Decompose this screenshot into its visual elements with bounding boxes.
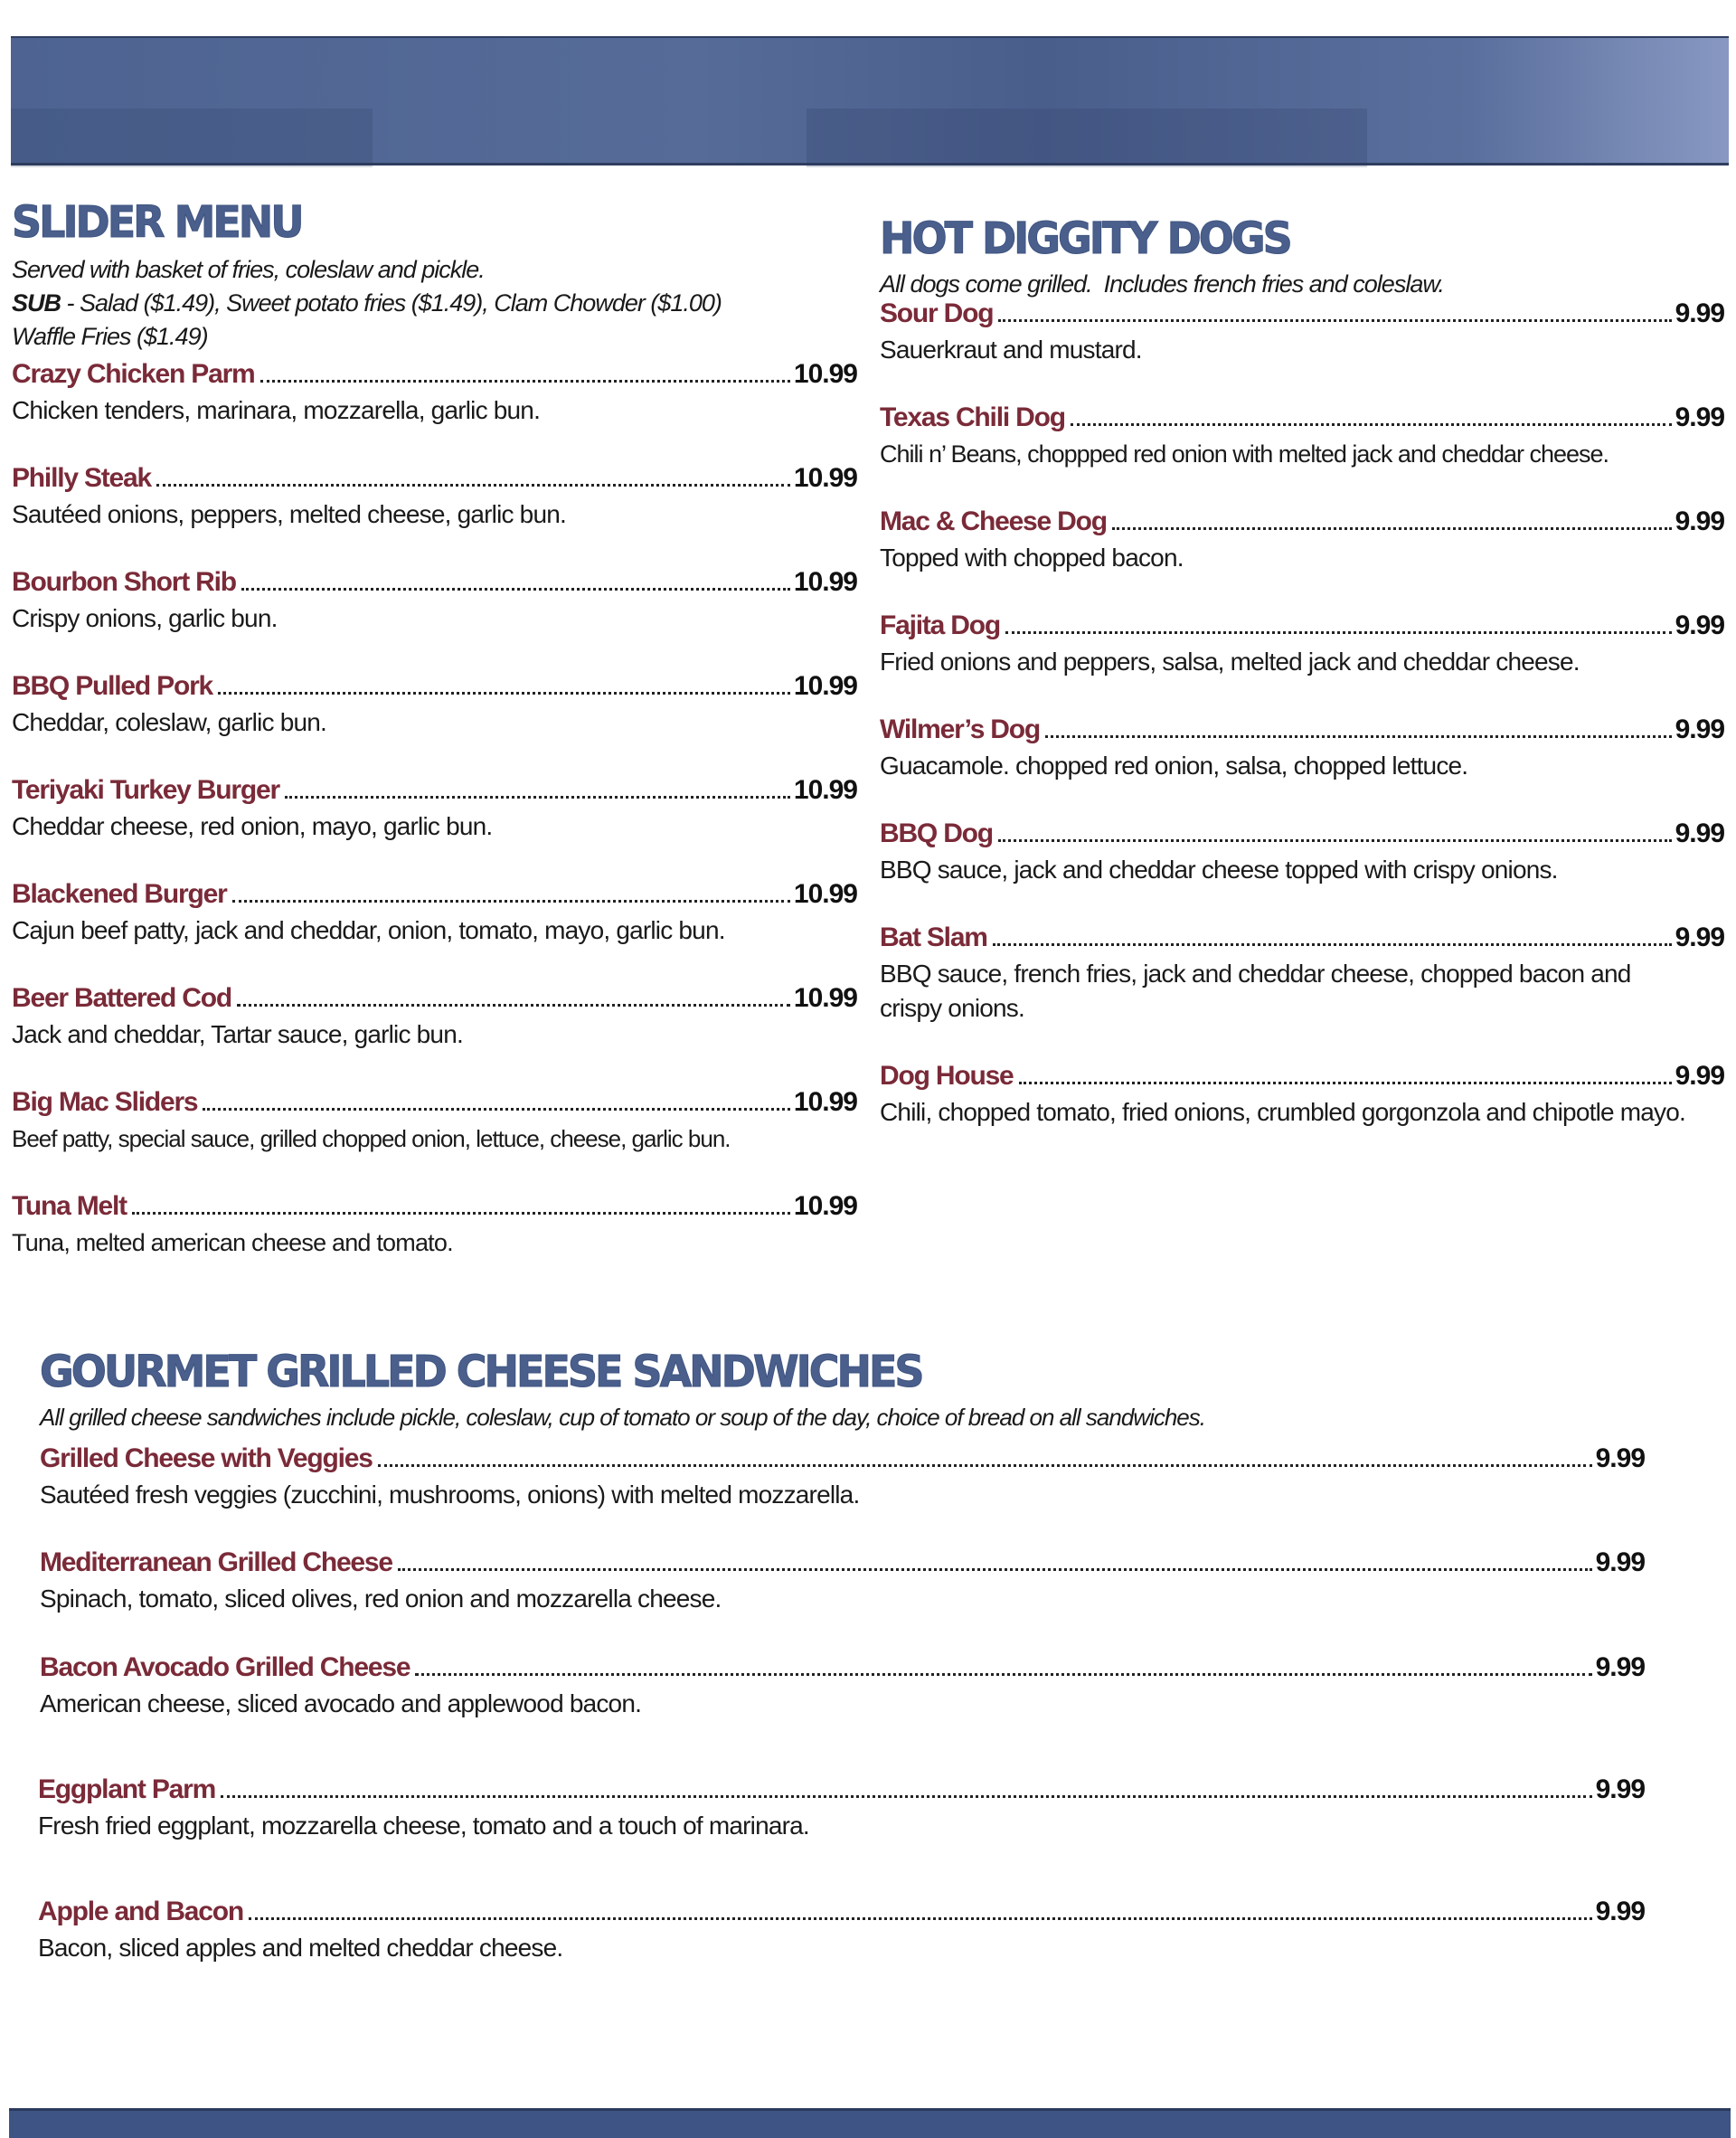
section-note	[12, 253, 857, 354]
item-name: Sour Dog	[880, 298, 994, 328]
dot-leader	[415, 1673, 1591, 1676]
dot-leader	[998, 839, 1672, 842]
menu-item	[12, 1191, 857, 1260]
item-description: Spinach, tomato, sliced olives, red onion and mozzarella cheese.	[40, 1585, 722, 1613]
item-name: Mediterranean Grilled Cheese	[40, 1547, 392, 1577]
section-title: SLIDER MENU	[12, 195, 302, 248]
item-name: Blackened Burger	[12, 879, 227, 909]
dot-leader	[232, 900, 790, 903]
dot-leader	[203, 1108, 790, 1111]
menu-item	[880, 506, 1724, 575]
item-price: 10.99	[793, 671, 857, 701]
dot-leader	[241, 588, 790, 591]
dot-leader	[993, 943, 1672, 946]
menu-item	[12, 359, 857, 428]
item-description: Sautéed onions, peppers, melted cheese, garlic bun.	[12, 500, 566, 528]
menu-item	[12, 775, 857, 844]
item-name: BBQ Pulled Pork	[12, 671, 213, 701]
item-description: Cajun beef patty, jack and cheddar, onion, tomato, mayo, garlic bun.	[12, 916, 725, 944]
item-price: 10.99	[793, 1087, 857, 1117]
item-price: 10.99	[793, 1191, 857, 1221]
dot-leader	[260, 380, 790, 383]
item-price: 9.99	[1675, 402, 1724, 432]
item-name: Beer Battered Cod	[12, 983, 231, 1013]
sub-note	[12, 287, 857, 320]
sub-label: SUB	[12, 289, 61, 317]
banner-shadow	[807, 109, 1367, 167]
dot-leader	[998, 319, 1671, 322]
item-description: Bacon, sliced apples and melted cheddar cheese.	[38, 1934, 563, 1962]
menu-item	[880, 298, 1724, 367]
item-price: 9.99	[1675, 714, 1724, 744]
item-price: 10.99	[793, 359, 857, 389]
item-price: 9.99	[1675, 922, 1724, 952]
dot-leader	[218, 692, 790, 695]
item-name: Teriyaki Turkey Burger	[12, 775, 279, 805]
item-price: 10.99	[793, 463, 857, 493]
item-price: 9.99	[1595, 1547, 1645, 1577]
item-name: Tuna Melt	[12, 1191, 127, 1221]
menu-item	[12, 671, 857, 740]
dot-leader	[1045, 735, 1672, 738]
banner-shadow	[11, 109, 373, 167]
item-description: Crispy onions, garlic bun.	[12, 604, 278, 632]
dot-leader	[285, 796, 790, 799]
item-price: 10.99	[793, 879, 857, 909]
item-name: BBQ Dog	[880, 818, 993, 848]
slider-menu-section	[12, 195, 857, 1268]
section-title: GOURMET GRILLED CHEESE SANDWICHES	[40, 1345, 922, 1397]
menu-item	[12, 567, 857, 636]
section-note: All dogs come grilled. Includes french fries and coleslaw.	[880, 270, 1444, 298]
item-description: Fresh fried eggplant, mozzarella cheese, tomato and a touch of marinara.	[38, 1812, 809, 1840]
item-description: Tuna, melted american cheese and tomato.	[12, 1229, 453, 1256]
item-name: Wilmer’s Dog	[880, 714, 1041, 744]
menu-item	[12, 983, 857, 1052]
item-price: 9.99	[1595, 1443, 1645, 1473]
dot-leader	[221, 1795, 1592, 1798]
item-name: Bat Slam	[880, 922, 987, 952]
item-name: Apple and Bacon	[38, 1897, 244, 1926]
note-line: Waffle Fries ($1.49)	[12, 323, 208, 350]
item-description: Sauerkraut and mustard.	[880, 336, 1142, 364]
note-line: Served with basket of fries, coleslaw and pickle.	[12, 256, 485, 283]
item-price: 9.99	[1675, 298, 1724, 328]
menu-item	[12, 1087, 857, 1156]
top-banner	[11, 36, 1729, 166]
menu-item	[12, 879, 857, 948]
item-name: Bourbon Short Rib	[12, 567, 236, 597]
menu-item	[12, 463, 857, 532]
item-name: Philly Steak	[12, 463, 152, 493]
item-description: BBQ sauce, french fries, jack and cheddar cheese, chopped bacon and crispy onions.	[880, 960, 1631, 1022]
section-title: HOT DIGGITY DOGS	[880, 212, 1290, 264]
item-description: Topped with chopped bacon.	[880, 544, 1184, 572]
menu-item	[880, 1061, 1724, 1130]
item-description: Cheddar cheese, red onion, mayo, garlic bun.	[12, 812, 493, 840]
menu-item	[40, 1547, 1645, 1616]
item-name: Grilled Cheese with Veggies	[40, 1443, 373, 1473]
dot-leader	[237, 1004, 790, 1007]
item-name: Big Mac Sliders	[12, 1087, 198, 1117]
menu-item	[38, 1774, 1645, 1843]
item-description: Cheddar, coleslaw, garlic bun.	[12, 708, 326, 736]
menu-item	[880, 922, 1724, 1026]
menu-item	[40, 1443, 1645, 1512]
dot-leader	[398, 1568, 1592, 1571]
item-description: American cheese, sliced avocado and applewood bacon.	[40, 1689, 642, 1717]
menu-item	[880, 402, 1724, 471]
dot-leader	[1019, 1082, 1672, 1084]
item-name: Eggplant Parm	[38, 1774, 216, 1804]
item-price: 10.99	[793, 567, 857, 597]
menu-item	[40, 1652, 1645, 1721]
item-name: Dog House	[880, 1061, 1014, 1091]
item-description: Sautéed fresh veggies (zucchini, mushrooms, onions) with melted mozzarella.	[40, 1481, 860, 1509]
item-price: 9.99	[1675, 818, 1724, 848]
dot-leader	[249, 1917, 1592, 1920]
dot-leader	[1071, 423, 1672, 426]
item-price: 9.99	[1675, 610, 1724, 640]
item-name: Fajita Dog	[880, 610, 1001, 640]
item-name: Crazy Chicken Parm	[12, 359, 255, 389]
item-price: 9.99	[1595, 1652, 1645, 1682]
item-name: Bacon Avocado Grilled Cheese	[40, 1652, 410, 1682]
dot-leader	[156, 484, 790, 487]
item-price: 10.99	[793, 983, 857, 1013]
sub-text: - Salad ($1.49), Sweet potato fries ($1.49), Clam Chowder ($1.00)	[61, 289, 722, 317]
item-price: 9.99	[1675, 506, 1724, 536]
section-note: All grilled cheese sandwiches include pickle, coleslaw, cup of tomato or soup of the day, choice of bread on all sandwiches.	[40, 1404, 1205, 1431]
menu-item	[880, 714, 1724, 783]
dot-leader	[132, 1212, 790, 1215]
item-price: 9.99	[1595, 1897, 1645, 1926]
grilled-cheese-section	[38, 1345, 1645, 1983]
dot-leader	[1005, 631, 1672, 634]
item-description: Chicken tenders, marinara, mozzarella, garlic bun.	[12, 396, 541, 424]
item-description: Chili n’ Beans, choppped red onion with melted jack and cheddar cheese.	[880, 440, 1609, 468]
dot-leader	[1112, 527, 1672, 530]
menu-item	[880, 818, 1724, 887]
item-description: Beef patty, special sauce, grilled chopped onion, lettuce, cheese, garlic bun.	[12, 1125, 731, 1152]
item-description: Fried onions and peppers, salsa, melted jack and cheddar cheese.	[880, 648, 1580, 676]
item-description: Guacamole. chopped red onion, salsa, chopped lettuce.	[880, 752, 1468, 780]
bottom-banner	[9, 2108, 1731, 2138]
item-description: BBQ sauce, jack and cheddar cheese topped with crispy onions.	[880, 856, 1558, 884]
item-price: 10.99	[793, 775, 857, 805]
item-name: Texas Chili Dog	[880, 402, 1065, 432]
item-price: 9.99	[1675, 1061, 1724, 1091]
menu-item	[880, 610, 1724, 679]
dot-leader	[378, 1464, 1592, 1467]
item-description: Jack and cheddar, Tartar sauce, garlic bun.	[12, 1020, 463, 1048]
item-price: 9.99	[1595, 1774, 1645, 1804]
item-description: Chili, chopped tomato, fried onions, crumbled gorgonzola and chipotle mayo.	[880, 1098, 1686, 1126]
hot-dogs-section	[880, 212, 1724, 1176]
item-name: Mac & Cheese Dog	[880, 506, 1107, 536]
menu-item	[38, 1897, 1645, 1965]
